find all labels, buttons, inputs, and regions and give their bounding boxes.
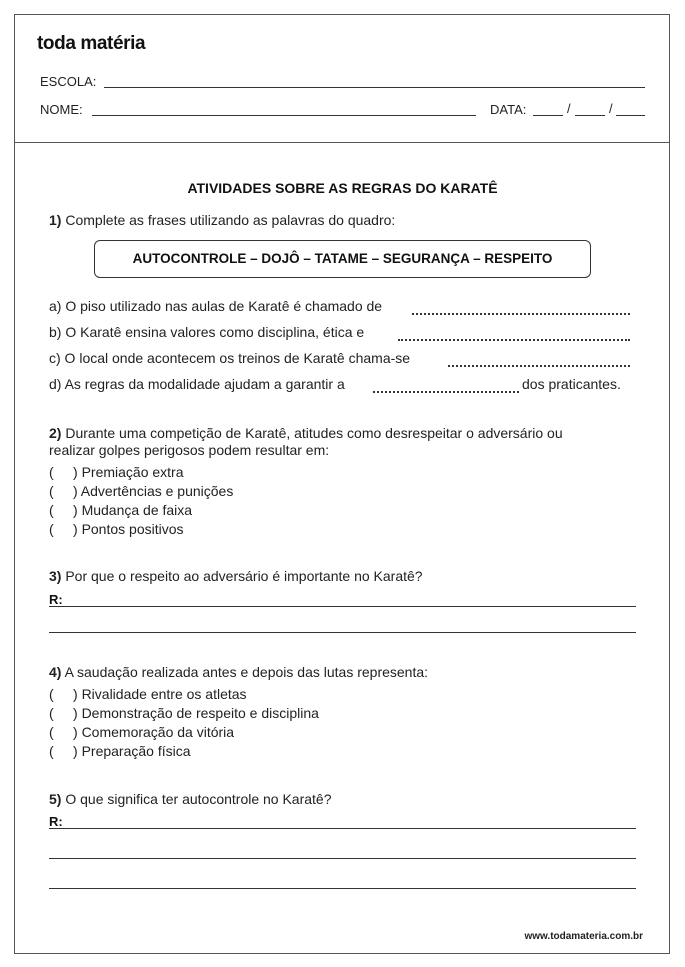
option-label: Preparação física: [81, 743, 191, 759]
question-text: Durante uma competição de Karatê, atitudes como desrespeitar o adversário ou: [61, 425, 563, 441]
q3-answer-line[interactable]: [49, 632, 636, 633]
option-label: Demonstração de respeito e disciplina: [81, 705, 319, 721]
checkbox-open: (: [49, 521, 54, 537]
question-2: [49, 424, 563, 442]
q1-blank-c[interactable]: [448, 365, 630, 367]
q4-option[interactable]: [49, 705, 319, 721]
question-2-line-2: realizar golpes perigosos podem resultar em:: [49, 442, 330, 458]
checkbox-open: (: [49, 705, 54, 721]
q3-answer-line[interactable]: [49, 606, 636, 607]
checkbox-close: ): [73, 521, 78, 537]
q5-answer-line[interactable]: [49, 858, 636, 859]
q2-option[interactable]: [49, 464, 184, 480]
question-number: 1): [49, 212, 62, 228]
escola-label: ESCOLA:: [40, 74, 97, 89]
logo: toda matéria: [37, 33, 146, 54]
question-text: Por que o respeito ao adversário é importante no Karatê?: [61, 568, 423, 584]
q2-option[interactable]: [49, 521, 184, 537]
question-4: [49, 663, 428, 681]
checkbox-close: ): [73, 464, 78, 480]
answer-label: R:: [49, 814, 63, 829]
option-label: Advertências e punições: [80, 483, 234, 499]
checkbox-open: (: [49, 724, 54, 740]
question-text: O que significa ter autocontrole no Karatê?: [61, 791, 332, 807]
checkbox-close: ): [73, 743, 78, 759]
option-label: Mudança de faixa: [81, 502, 193, 518]
date-year-field[interactable]: [616, 115, 645, 116]
escola-field[interactable]: [104, 87, 645, 88]
question-text: A saudação realizada antes e depois das lutas representa:: [61, 664, 429, 680]
option-label: Premiação extra: [81, 464, 184, 480]
option-label: Rivalidade entre os atletas: [81, 686, 247, 702]
date-slash: /: [567, 101, 571, 116]
checkbox-open: (: [49, 483, 54, 499]
question-number: 3): [49, 568, 62, 584]
page-title: ATIVIDADES SOBRE AS REGRAS DO KARATÊ: [187, 180, 498, 196]
date-month-field[interactable]: [575, 115, 605, 116]
q4-option[interactable]: [49, 743, 191, 759]
checkbox-close: ): [73, 705, 78, 721]
header-divider: [14, 142, 670, 143]
checkbox-open: (: [49, 686, 54, 702]
q1-item-a: a) O piso utilizado nas aulas de Karatê é chamado de: [49, 298, 383, 314]
question-1: [49, 211, 395, 229]
footer-url: www.todamateria.com.br: [524, 931, 643, 942]
nome-label: NOME:: [40, 102, 83, 117]
date-day-field[interactable]: [533, 115, 563, 116]
q5-answer-line[interactable]: [49, 888, 636, 889]
q1-blank-b[interactable]: [398, 339, 630, 341]
option-label: Pontos positivos: [81, 521, 184, 537]
q1-item-d-suffix: dos praticantes.: [522, 376, 621, 392]
q5-answer-line[interactable]: [49, 828, 636, 829]
checkbox-open: (: [49, 502, 54, 518]
q2-option[interactable]: [49, 502, 192, 518]
q1-item-d: d) As regras da modalidade ajudam a garantir a: [49, 376, 345, 392]
option-label: Comemoração da vitória: [81, 724, 235, 740]
checkbox-close: ): [73, 724, 78, 740]
q2-option[interactable]: [49, 483, 233, 499]
question-5: [49, 790, 332, 808]
question-3: [49, 567, 423, 585]
checkbox-open: (: [49, 743, 54, 759]
answer-label: R:: [49, 592, 63, 607]
q1-item-c: c) O local onde acontecem os treinos de Karatê chama-se: [49, 350, 411, 366]
q4-option[interactable]: [49, 724, 234, 740]
checkbox-close: ): [73, 502, 78, 518]
checkbox-close: ): [73, 686, 78, 702]
question-number: 5): [49, 791, 62, 807]
q1-blank-a[interactable]: [412, 313, 630, 315]
q1-blank-d[interactable]: [373, 391, 519, 393]
checkbox-open: (: [49, 464, 54, 480]
date-slash: /: [609, 101, 613, 116]
question-number: 2): [49, 425, 62, 441]
data-label: DATA:: [490, 102, 527, 117]
q1-item-b: b) O Karatê ensina valores como disciplina, ética e: [49, 324, 365, 340]
checkbox-close: ): [73, 483, 78, 499]
word-box: AUTOCONTROLE – DOJÔ – TATAME – SEGURANÇA – RESPEITO: [94, 240, 591, 278]
nome-field[interactable]: [92, 115, 476, 116]
question-number: 4): [49, 664, 62, 680]
question-text: Complete as frases utilizando as palavras do quadro:: [61, 212, 396, 228]
q4-option[interactable]: [49, 686, 247, 702]
